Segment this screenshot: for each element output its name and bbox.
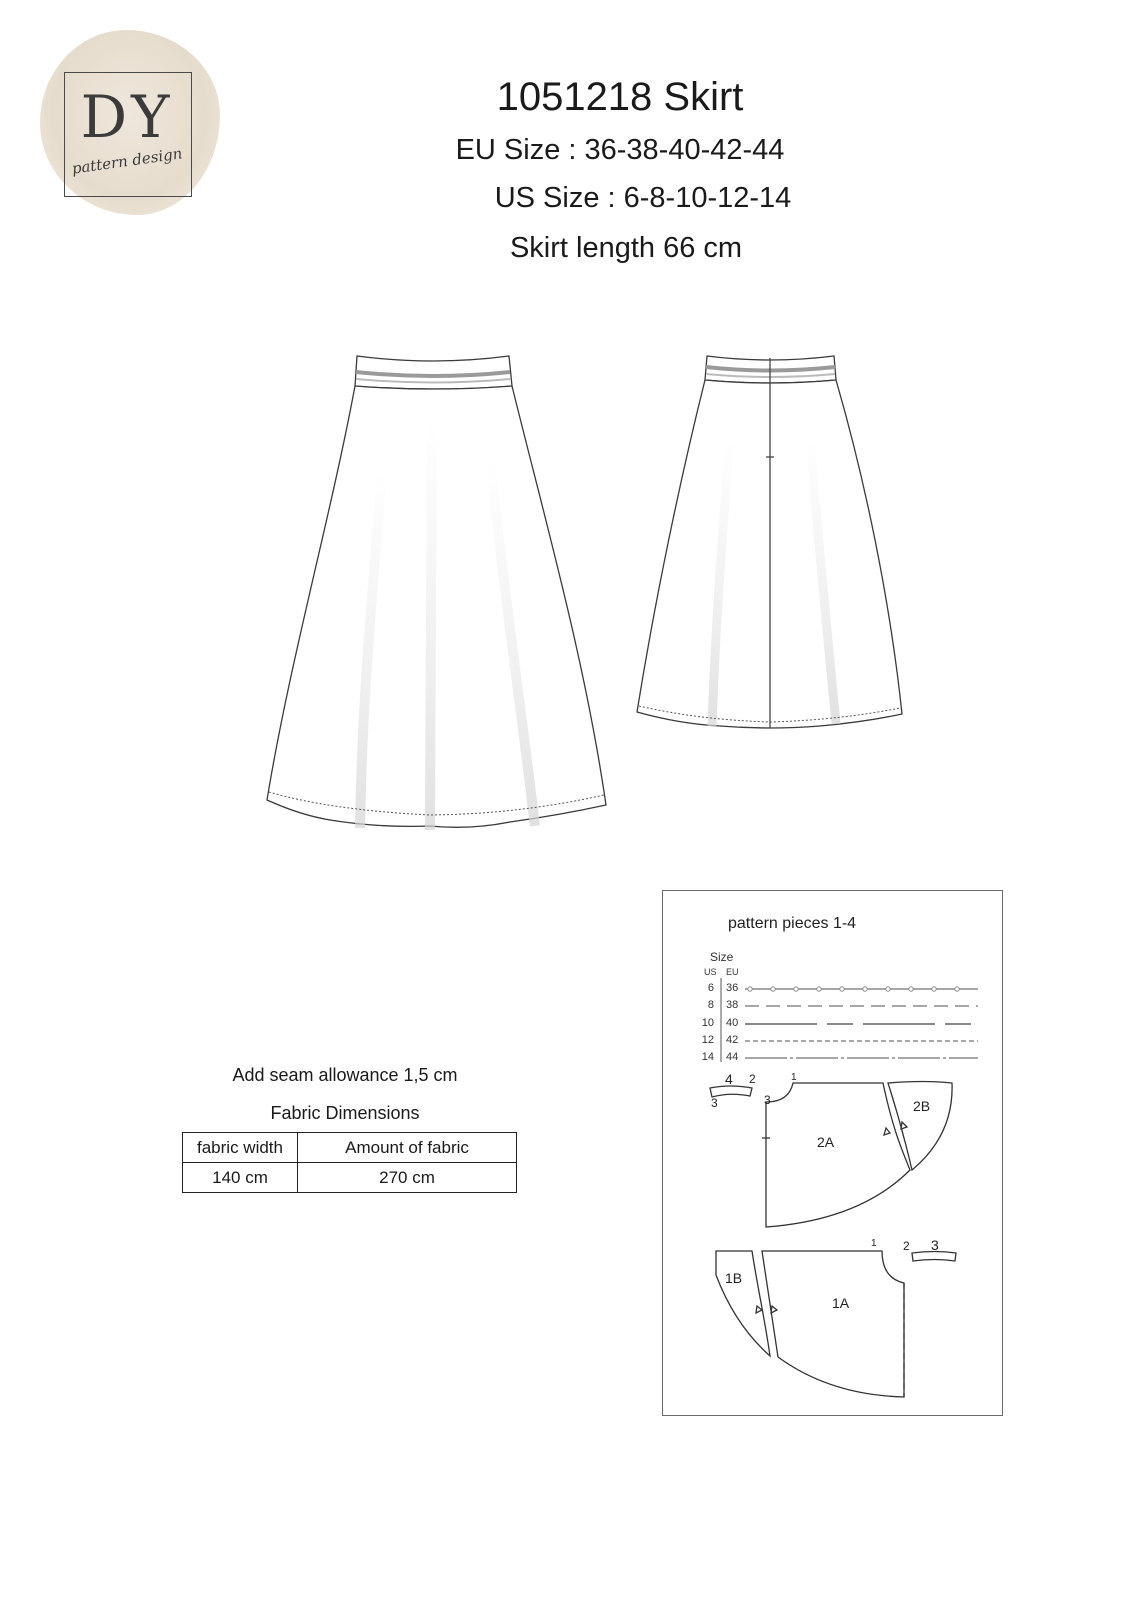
table-cell: 270 cm: [298, 1163, 517, 1193]
logo-letters: DY: [80, 83, 174, 151]
fabric-dimensions-heading: Fabric Dimensions: [270, 1103, 420, 1123]
marker-number: 3: [711, 1096, 718, 1110]
piece-label-1b: 1B: [725, 1270, 743, 1286]
size-eu: 40: [726, 1017, 739, 1029]
marker-number: 1: [791, 1072, 797, 1083]
us-size: US Size : 6-8-10-12-14: [494, 182, 792, 214]
size-eu: 36: [726, 982, 739, 994]
eu-column-label: EU: [726, 967, 739, 977]
marker-number: 3: [931, 1237, 939, 1253]
marker-number: 1: [871, 1238, 877, 1249]
size-eu: 42: [726, 1034, 739, 1046]
logo-subtitle: pattern design: [70, 144, 184, 178]
page-title: 1051218 Skirt: [496, 75, 744, 119]
piece-label-1a: 1A: [832, 1295, 850, 1311]
size-label: Size: [710, 950, 734, 964]
eu-size: EU Size : 36-38-40-42-44: [455, 134, 785, 166]
marker-number: 2: [749, 1072, 756, 1086]
size-eu: 44: [726, 1051, 739, 1063]
size-us: 10: [701, 1017, 714, 1029]
table-cell: 140 cm: [183, 1163, 298, 1193]
marker-number: 2: [903, 1239, 910, 1253]
size-legend-lines: [745, 987, 978, 1058]
skirt-length: Skirt length 66 cm: [509, 232, 743, 264]
us-column-label: US: [704, 967, 717, 977]
size-us: 8: [707, 999, 714, 1011]
size-us: 12: [701, 1034, 714, 1046]
column-header: Amount of fabric: [298, 1133, 517, 1163]
seam-allowance-note: Add seam allowance 1,5 cm: [232, 1065, 458, 1085]
column-header: fabric width: [183, 1133, 298, 1163]
piece-label-2a: 2A: [817, 1134, 835, 1150]
piece-label-2b: 2B: [913, 1098, 931, 1114]
pattern-pieces-title: pattern pieces 1-4: [728, 915, 857, 932]
size-us: 6: [707, 982, 714, 994]
marker-number: 3: [764, 1093, 771, 1107]
marker-number: 4: [725, 1071, 733, 1087]
size-eu: 38: [726, 999, 739, 1011]
size-us: 14: [701, 1051, 714, 1063]
